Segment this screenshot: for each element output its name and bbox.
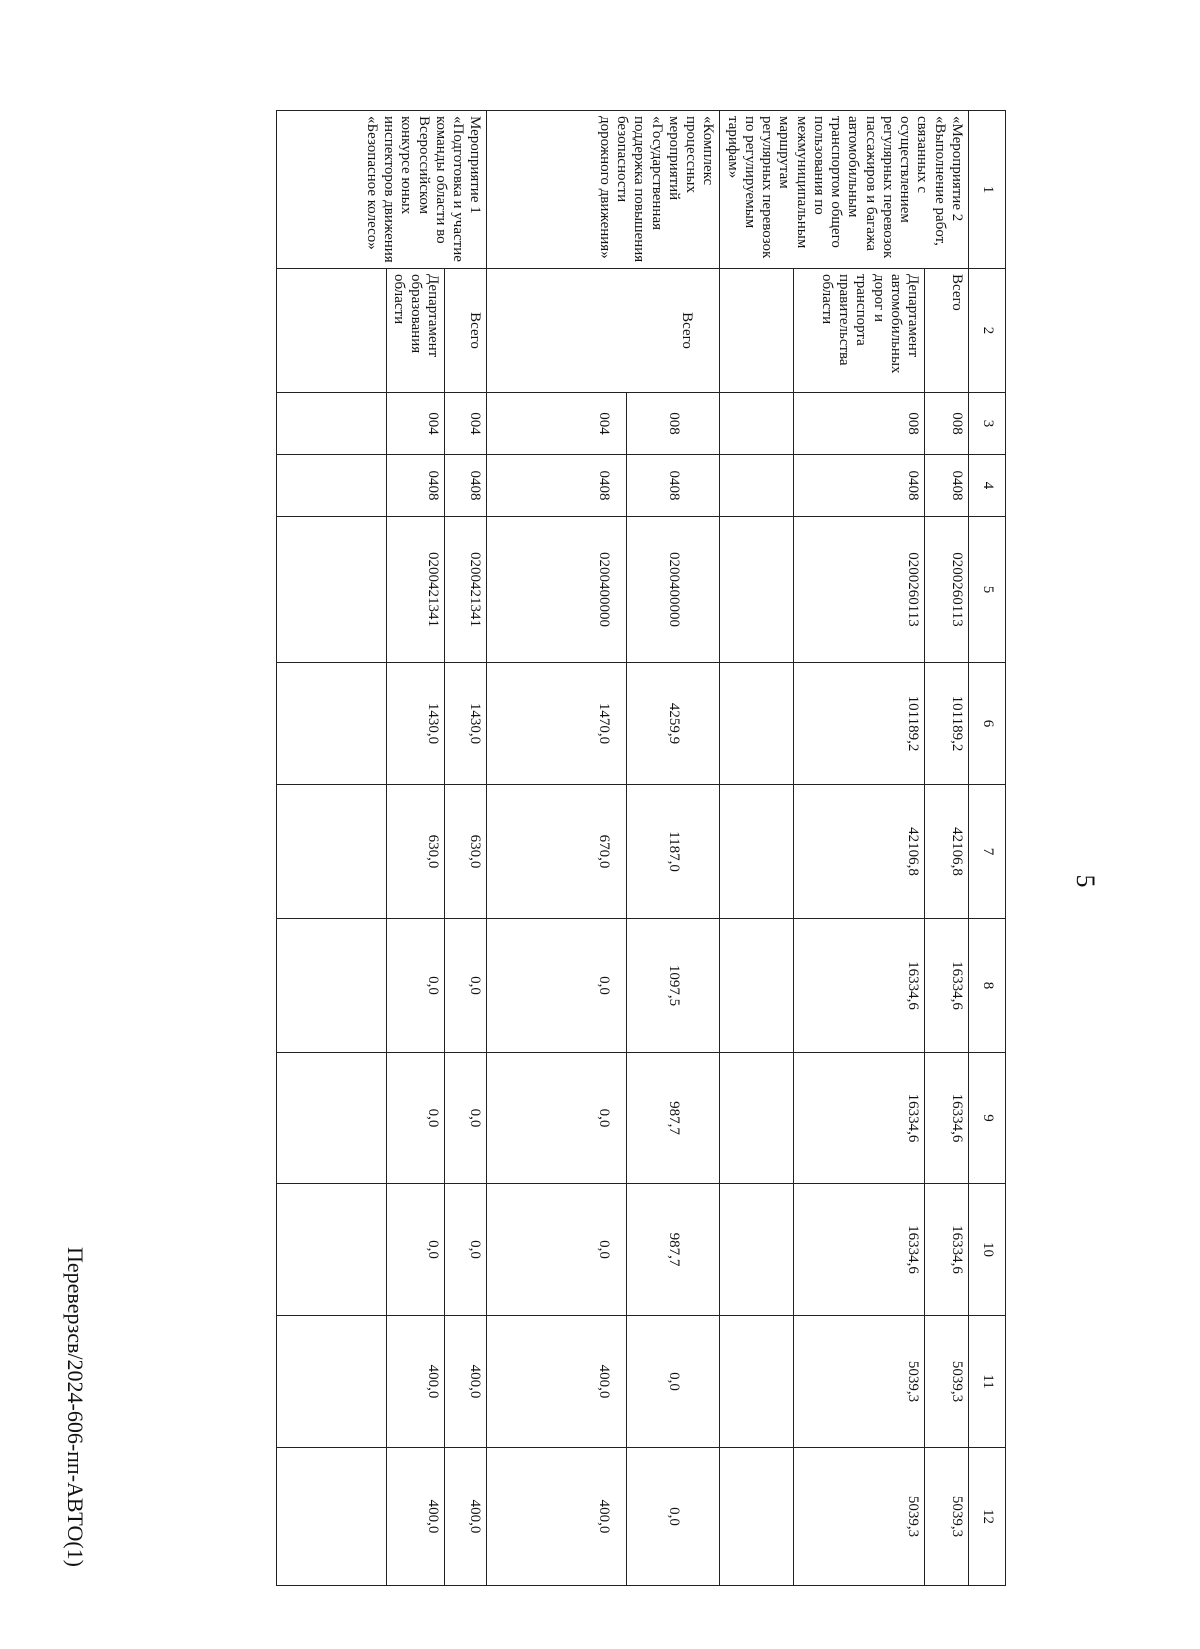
value-cell: 400,0 xyxy=(445,1448,487,1586)
rzpr-cell: 0408 xyxy=(627,455,720,517)
value-cell: 630,0 xyxy=(445,785,487,919)
value-cell: 0,0 xyxy=(627,1448,720,1586)
grbs-cell: 004 xyxy=(445,393,487,455)
column-header: 7 xyxy=(969,785,1006,919)
csr-cell: 0200421341 xyxy=(445,517,487,663)
column-header: 2 xyxy=(969,269,1006,393)
table-row-empty xyxy=(720,111,793,1586)
activity-description: «Комплекс процессных мероприятий «Государственная поддержка повышения безопасности дорожного движения» xyxy=(487,111,720,269)
csr-cell: 0200400000 xyxy=(487,517,627,663)
value-cell: 0,0 xyxy=(487,1053,627,1184)
organization-cell: Всего xyxy=(445,269,487,393)
value-cell: 400,0 xyxy=(386,1316,445,1448)
value-cell: 987,7 xyxy=(627,1184,720,1316)
rzpr-cell: 0408 xyxy=(925,455,969,517)
table-row xyxy=(386,111,445,1586)
value-cell: 5039,3 xyxy=(793,1448,925,1586)
column-header: 5 xyxy=(969,517,1006,663)
value-cell: 0,0 xyxy=(627,1316,720,1448)
csr-cell: 0200260113 xyxy=(925,517,969,663)
value-cell: 670,0 xyxy=(487,785,627,919)
table-row xyxy=(925,111,969,1586)
value-cell: 4259,9 xyxy=(627,663,720,785)
value-cell: 16334,6 xyxy=(793,1053,925,1184)
value-cell: 0,0 xyxy=(445,1184,487,1316)
document-code: Перевepзсв/2024-606-пп-АВТО(1) xyxy=(63,1246,88,1567)
column-header: 12 xyxy=(969,1448,1006,1586)
value-cell: 16334,6 xyxy=(793,919,925,1053)
organization-cell: Всего xyxy=(925,269,969,393)
column-header: 11 xyxy=(969,1316,1006,1448)
budget-table xyxy=(276,110,1006,1586)
page-number: 5 xyxy=(1071,874,1100,888)
organization-cell: Департамент автомобильных дорог и транспорта правительства области xyxy=(793,269,925,393)
value-cell: 101189,2 xyxy=(925,663,969,785)
grbs-cell: 004 xyxy=(386,393,445,455)
value-cell: 0,0 xyxy=(386,919,445,1053)
rzpr-cell: 0408 xyxy=(487,455,627,517)
value-cell: 42106,8 xyxy=(925,785,969,919)
csr-cell: 0200260113 xyxy=(793,517,925,663)
csr-cell: 0200421341 xyxy=(386,517,445,663)
value-cell: 0,0 xyxy=(386,1184,445,1316)
grbs-cell: 008 xyxy=(793,393,925,455)
column-header: 9 xyxy=(969,1053,1006,1184)
rotated-table-wrapper xyxy=(138,110,1006,1585)
grbs-cell: 008 xyxy=(925,393,969,455)
value-cell: 1430,0 xyxy=(445,663,487,785)
value-cell: 1097,5 xyxy=(627,919,720,1053)
rzpr-cell: 0408 xyxy=(793,455,925,517)
column-header: 3 xyxy=(969,393,1006,455)
value-cell: 101189,2 xyxy=(793,663,925,785)
value-cell: 0,0 xyxy=(386,1053,445,1184)
table-row-empty xyxy=(276,111,386,1586)
value-cell: 0,0 xyxy=(487,1184,627,1316)
activity-description: «Мероприятие 2 «Выполнение работ, связанных с осуществлением регулярных перевозок пассажиров и багажа автомобильным транспортом общего пользования по межмуниципальным маршрутам регулярных перевозок по регулируемым тарифам» xyxy=(720,111,969,269)
activity-description: Мероприятие 1 «Подготовка и участие команды области во Всероссийском конкурсе юных инспекторов движения «Безопасное колесо» xyxy=(276,111,487,269)
grbs-cell: 008 xyxy=(627,393,720,455)
value-cell: 400,0 xyxy=(487,1448,627,1586)
table-row xyxy=(793,111,925,1586)
column-header: 1 xyxy=(969,111,1006,269)
value-cell: 16334,6 xyxy=(793,1184,925,1316)
csr-cell: 0200400000 xyxy=(627,517,720,663)
value-cell: 987,7 xyxy=(627,1053,720,1184)
value-cell: 16334,6 xyxy=(925,1184,969,1316)
value-cell: 16334,6 xyxy=(925,919,969,1053)
value-cell: 5039,3 xyxy=(793,1316,925,1448)
value-cell: 400,0 xyxy=(386,1448,445,1586)
value-cell: 1430,0 xyxy=(386,663,445,785)
organization-cell: Всего xyxy=(487,269,720,393)
table-row xyxy=(445,111,487,1586)
value-cell: 1470,0 xyxy=(487,663,627,785)
rzpr-cell: 0408 xyxy=(386,455,445,517)
grbs-cell: 004 xyxy=(487,393,627,455)
value-cell: 42106,8 xyxy=(793,785,925,919)
value-cell: 630,0 xyxy=(386,785,445,919)
value-cell: 1187,0 xyxy=(627,785,720,919)
column-number-row xyxy=(969,111,1006,1586)
value-cell: 5039,3 xyxy=(925,1316,969,1448)
column-header: 8 xyxy=(969,919,1006,1053)
value-cell: 400,0 xyxy=(445,1316,487,1448)
value-cell: 0,0 xyxy=(445,1053,487,1184)
value-cell: 400,0 xyxy=(487,1316,627,1448)
value-cell: 16334,6 xyxy=(925,1053,969,1184)
rzpr-cell: 0408 xyxy=(445,455,487,517)
organization-cell: Департамент образования области xyxy=(386,269,445,393)
value-cell: 0,0 xyxy=(445,919,487,1053)
column-header: 4 xyxy=(969,455,1006,517)
column-header: 10 xyxy=(969,1184,1006,1316)
value-cell: 0,0 xyxy=(487,919,627,1053)
table-row xyxy=(627,111,720,1586)
column-header: 6 xyxy=(969,663,1006,785)
value-cell: 5039,3 xyxy=(925,1448,969,1586)
